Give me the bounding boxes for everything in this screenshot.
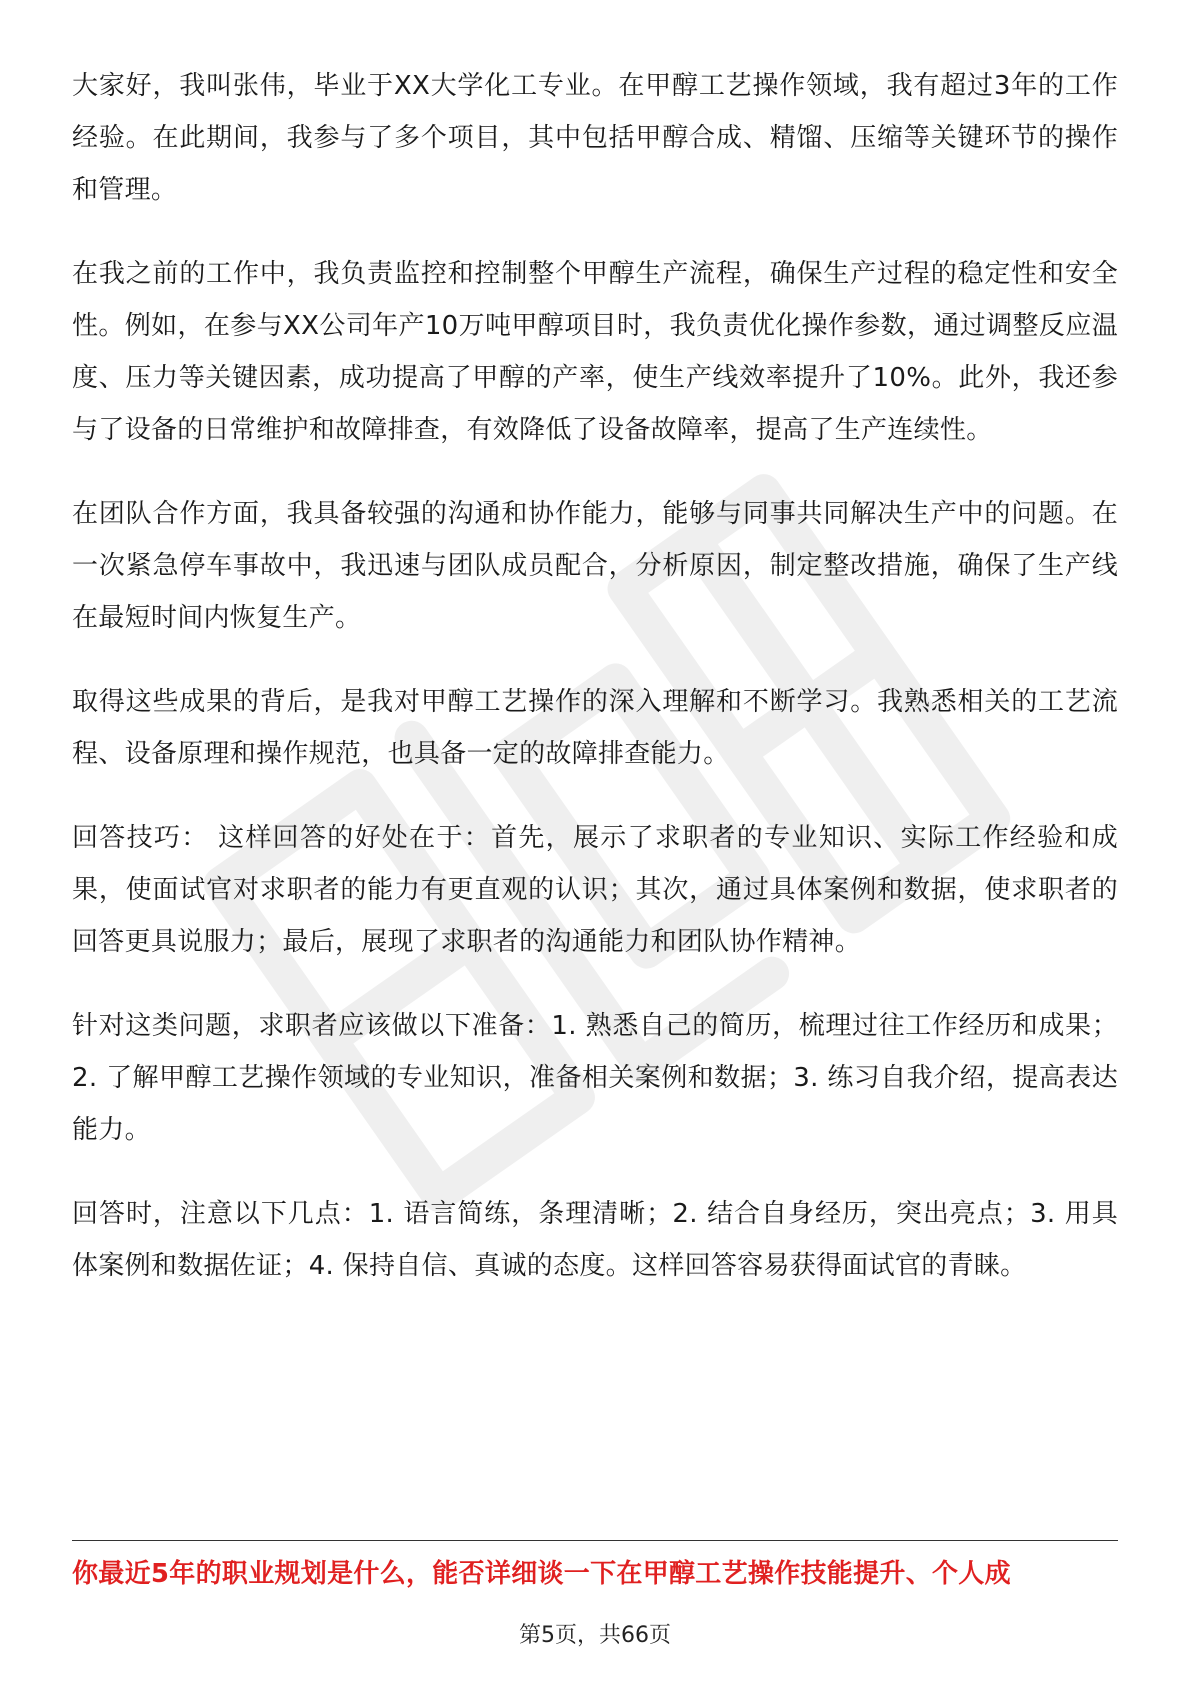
answer-body xyxy=(72,60,1118,1324)
paragraph-preparation: 针对这类问题，求职者应该做以下准备：1. 熟悉自己的简历，梳理过往工作经历和成果；2. 了解甲醇工艺操作领域的专业知识，准备相关案例和数据；3. 练习自我介绍，提高表达能力。 xyxy=(72,1011,1118,1145)
section-divider xyxy=(72,1540,1118,1541)
paragraph-experience: 在我之前的工作中，我负责监控和控制整个甲醇生产流程，确保生产过程的稳定性和安全性。例如，在参与XX公司年产10万吨甲醇项目时，我负责优化操作参数，通过调整反应温度、压力等关键因素，成功提高了甲醇的产率，使生产线效率提升了10%。此外，我还参与了设备的日常维护和故障排查，有效降低了设备故障率，提高了生产连续性。 xyxy=(72,259,1118,445)
next-question-heading: 你最近5年的职业规划是什么，能否详细谈一下在甲醇工艺操作技能提升、个人成 xyxy=(72,1559,1011,1589)
paragraph-answer-tips: 回答技巧： 这样回答的好处在于：首先，展示了求职者的专业知识、实际工作经验和成果，使面试官对求职者的能力有更直观的认识；其次，通过具体案例和数据，使求职者的回答更具说服力；最后，展现了求职者的沟通能力和团队协作精神。 xyxy=(72,823,1118,957)
paragraph-learning: 取得这些成果的背后，是我对甲醇工艺操作的深入理解和不断学习。我熟悉相关的工艺流程、设备原理和操作规范，也具备一定的故障排查能力。 xyxy=(72,687,1118,769)
paragraph-notes: 回答时，注意以下几点：1. 语言简练，条理清晰；2. 结合自身经历，突出亮点；3. 用具体案例和数据佐证；4. 保持自信、真诚的态度。这样回答容易获得面试官的青睐。 xyxy=(72,1199,1118,1281)
page-number: 第5页，共66页 xyxy=(519,1623,671,1648)
paragraph-intro: 大家好，我叫张伟，毕业于XX大学化工专业。在甲醇工艺操作领域，我有超过3年的工作经验。在此期间，我参与了多个项目，其中包括甲醇合成、精馏、压缩等关键环节的操作和管理。 xyxy=(72,71,1118,205)
paragraph-teamwork: 在团队合作方面，我具备较强的沟通和协作能力，能够与同事共同解决生产中的问题。在一次紧急停车事故中，我迅速与团队成员配合，分析原因，制定整改措施，确保了生产线在最短时间内恢复生产。 xyxy=(72,499,1118,633)
